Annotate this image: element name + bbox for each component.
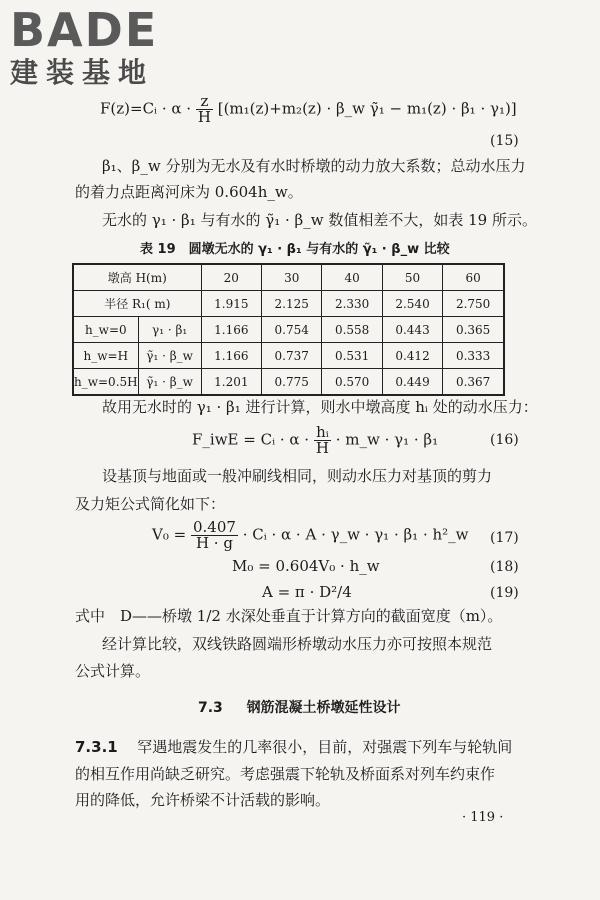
formula-17-number: (17) (490, 530, 519, 546)
formula-17-fraction (191, 520, 238, 551)
formula-15-fraction (196, 94, 213, 125)
formula-16-lhs: F_iwE = Cᵢ · α · (192, 430, 310, 449)
table-header-label: 墩高 H(m) (73, 264, 201, 291)
logo-brand-text: BADE (10, 3, 159, 57)
table-row (73, 317, 504, 343)
formula-19: A = π · D²/4 (262, 583, 352, 601)
formula-15 (100, 94, 517, 125)
clause-line: 用的降低，允许桥梁不计活载的影响。 (75, 791, 331, 809)
clause-text: 罕遇地震发生的几率很小，目前，对强震下列车与轮轨间 (137, 738, 513, 756)
table-cell: 1.166 (201, 317, 261, 343)
table-row-symbol: γ̃₁ · β_w (138, 343, 201, 369)
formula-17-numerator: 0.407 (192, 518, 236, 536)
table-cell: 30 (262, 264, 322, 291)
table-cell: 20 (201, 264, 261, 291)
table-cell: 0.558 (322, 317, 382, 343)
table-cell: 1.166 (201, 343, 261, 369)
brand-logo (10, 3, 159, 90)
table-row-condition: h_w=H (73, 343, 138, 369)
paragraph-line: 无水的 γ₁ · β₁ 与有水的 γ̃₁ · β_w 数值相差不大，如表 19 所示。 (102, 211, 537, 229)
paragraph-line: 式中 D——桥墩 1/2 水深处垂直于计算方向的截面宽度（m）。 (75, 607, 503, 625)
formula-16 (192, 425, 438, 456)
table-row-condition: h_w=0.5H (73, 369, 138, 396)
table-cell: 0.754 (262, 317, 322, 343)
section-number: 7.3 (198, 700, 223, 716)
comparison-table (72, 263, 505, 396)
clause-line (75, 733, 512, 761)
formula-16-rhs: · m_w · γ₁ · β₁ (335, 430, 439, 449)
formula-18-number: (18) (490, 559, 519, 575)
formula-16-denominator: H (315, 439, 329, 457)
table-cell: 0.367 (443, 369, 504, 396)
table-cell: 2.330 (322, 291, 382, 317)
table-cell: 50 (382, 264, 442, 291)
table-row-symbol: γ̃₁ · β_w (138, 369, 201, 396)
formula-18: M₀ = 0.604V₀ · h_w (232, 557, 380, 575)
table-cell: 2.540 (382, 291, 442, 317)
formula-16-numerator: hᵢ (314, 425, 331, 441)
paragraph-line: 故用无水时的 γ₁ · β₁ 进行计算，则水中墩高度 hᵢ 处的动水压力： (102, 398, 538, 416)
table-cell: 0.365 (443, 317, 504, 343)
formula-17 (152, 520, 469, 551)
table-caption: 表 19 圆墩无水的 γ₁ · β₁ 与有水的 γ̃₁ · β_w 比较 (140, 242, 450, 257)
table-cell: 40 (322, 264, 382, 291)
table-cell: 0.775 (262, 369, 322, 396)
paragraph-line: 公式计算。 (75, 662, 151, 680)
formula-15-rhs: [(m₁(z)+m₂(z) · β_w γ̃₁ − m₁(z) · β₁ · γ₁)] (217, 99, 517, 118)
table-cell: 0.443 (382, 317, 442, 343)
paragraph-line: 经计算比较，双线铁路圆端形桥墩动水压力亦可按照本规范 (102, 635, 493, 653)
table-cell: 2.125 (262, 291, 322, 317)
paragraph-line: 及力矩公式简化如下： (75, 495, 226, 513)
table-cell: 0.737 (262, 343, 322, 369)
clause-line: 的相互作用尚缺乏研究。考虑强震下轮轨及桥面系对列车约束作 (75, 765, 496, 783)
table-header-row (73, 264, 504, 291)
table-row (73, 291, 504, 317)
formula-19-number: (19) (490, 585, 519, 601)
formula-17-lhs: V₀ = (152, 525, 187, 544)
table-cell: 0.412 (382, 343, 442, 369)
clause-number: 7.3.1 (75, 738, 118, 756)
table-cell: 0.531 (322, 343, 382, 369)
table-cell: 0.570 (322, 369, 382, 396)
paragraph-line: 的着力点距离河床为 0.604h_w。 (75, 183, 303, 201)
paragraph-line: 设基顶与地面或一般冲刷线相同，则动水压力对基顶的剪力 (102, 467, 493, 485)
logo-subtitle: 建装基地 (10, 56, 155, 89)
formula-16-fraction (314, 425, 331, 456)
table-row (73, 369, 504, 396)
paragraph-line: β₁、β_w 分别为无水及有水时桥墩的动力放大系数；总动水压力 (102, 157, 526, 175)
formula-15-number: (15) (490, 133, 519, 149)
formula-15-lhs: F(z)=Cᵢ · α · (100, 99, 192, 118)
table-cell: 1.201 (201, 369, 261, 396)
table-cell: 0.333 (443, 343, 504, 369)
table-row-label: 半径 R₁( m) (73, 291, 201, 317)
table-cell: 0.449 (382, 369, 442, 396)
table-cell: 2.750 (443, 291, 504, 317)
formula-17-denominator: H · g (195, 534, 233, 552)
formula-15-denominator: H (197, 108, 211, 126)
page-number: · 119 · (462, 810, 504, 825)
table-row-condition: h_w=0 (73, 317, 138, 343)
table-cell: 1.915 (201, 291, 261, 317)
table-row-symbol: γ₁ · β₁ (138, 317, 201, 343)
table-cell: 60 (443, 264, 504, 291)
formula-16-number: (16) (490, 432, 519, 448)
section-title: 钢筋混凝土桥墩延性设计 (246, 700, 401, 716)
table-row (73, 343, 504, 369)
formula-15-numerator: z (196, 94, 213, 110)
section-heading (198, 697, 401, 717)
formula-17-rhs: · Cᵢ · α · A · γ_w · γ₁ · β₁ · h²_w (242, 525, 469, 544)
